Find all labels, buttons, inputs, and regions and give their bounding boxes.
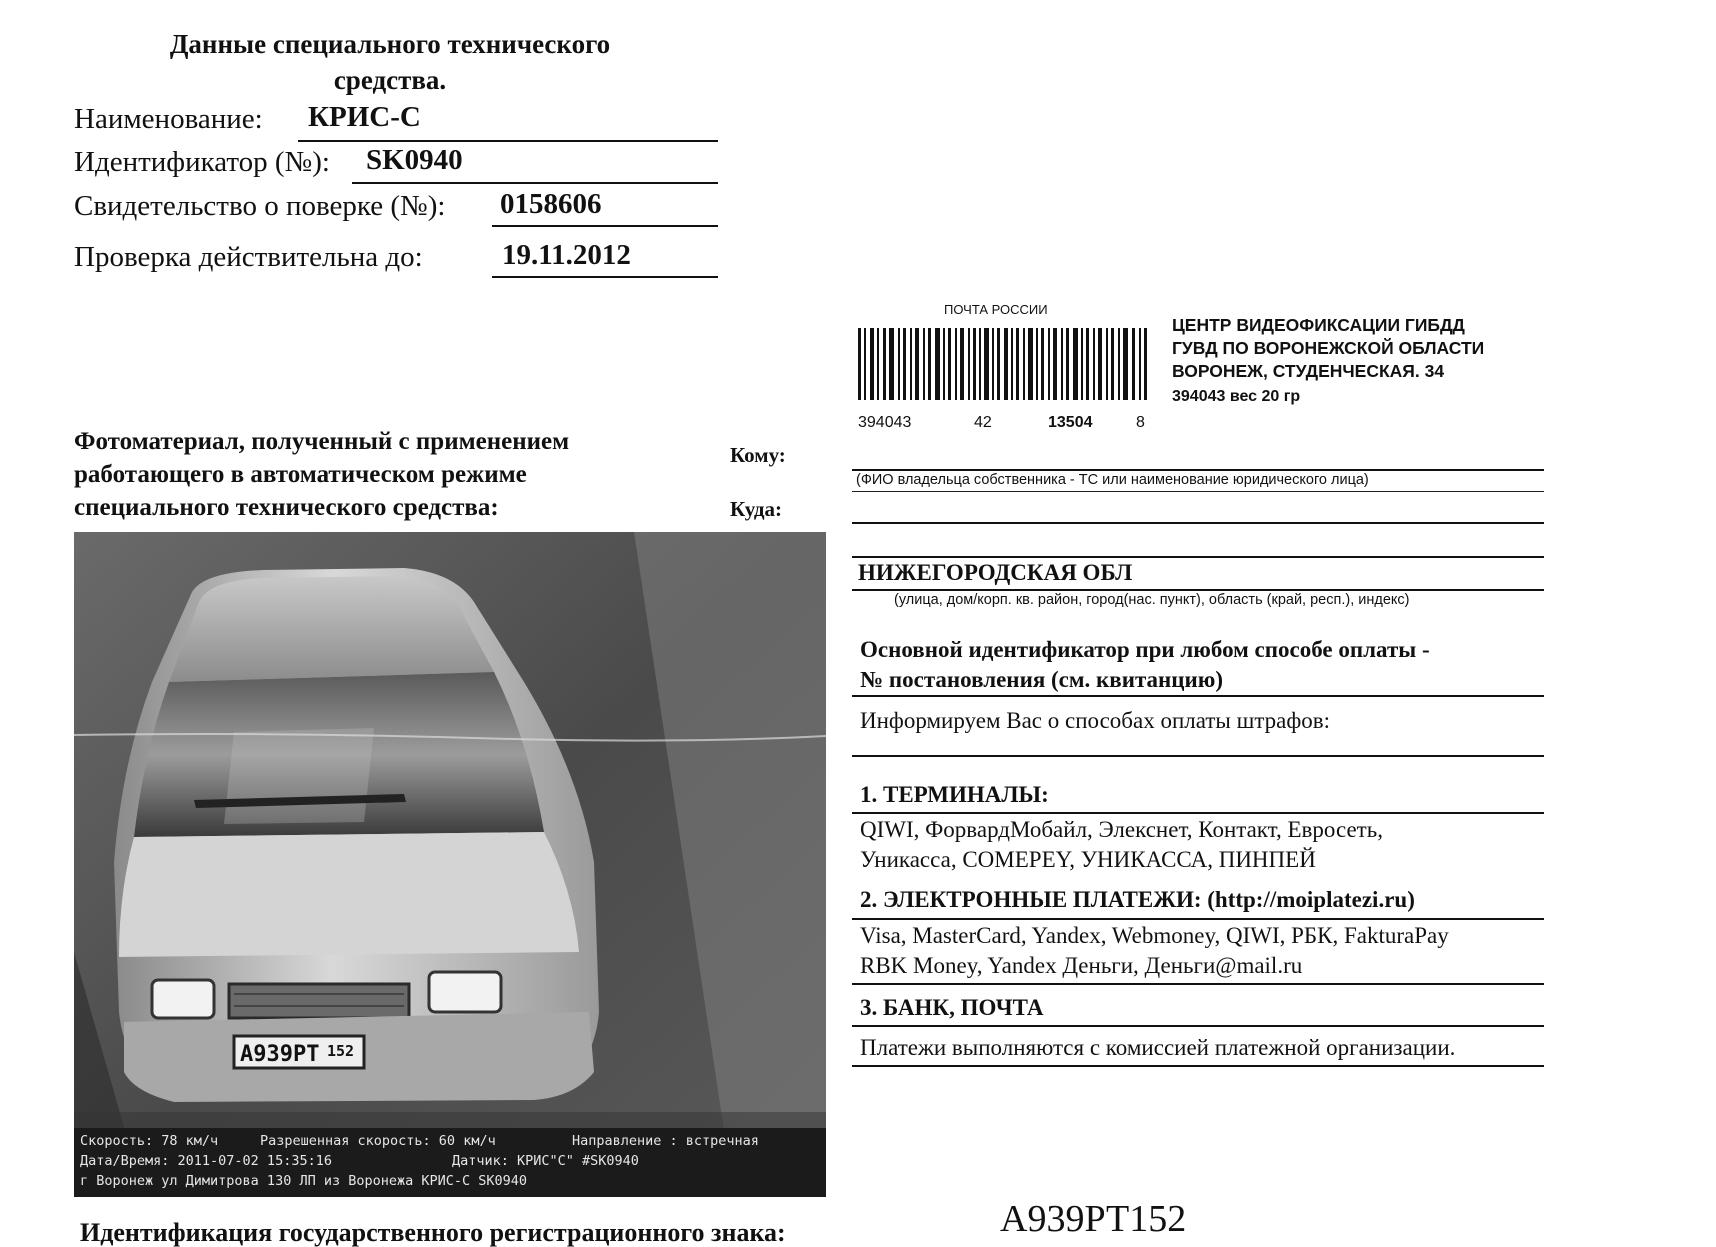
- photo-heading-line2: работающего в автоматическом режиме: [74, 461, 527, 488]
- to-line-2: [852, 491, 1544, 492]
- photo-heading-line3: специального технического средства:: [74, 494, 499, 521]
- electronic-title: 2. ЭЛЕКТРОННЫЕ ПЛАТЕЖИ: (http://moiplatezi.ru): [860, 887, 1415, 912]
- car-image: [74, 532, 826, 1197]
- sender-line2: ГУВД ПО ВОРОНЕЖСКОЙ ОБЛАСТИ: [1172, 338, 1485, 358]
- barcode-num-1: 394043: [858, 414, 912, 431]
- main-id-rule: [852, 695, 1544, 697]
- inform-rule: [852, 755, 1544, 757]
- camera-photo: [74, 532, 826, 1197]
- terminals-rule: [852, 812, 1544, 814]
- caption-sensor: Датчик: КРИС"С" #SK0940: [452, 1153, 639, 1169]
- electronic-rule: [852, 918, 1544, 920]
- plate-id-label: Идентификация государственного регистрационного знака:: [80, 1218, 786, 1247]
- where-label: Куда:: [730, 497, 782, 521]
- electronic-line2: RBK Money, Yandex Деньги, Деньги@mail.ru: [860, 953, 1303, 978]
- caption-location: г Воронеж ул Димитрова 130 ЛП из Воронежа КРИС-С SK0940: [80, 1173, 528, 1189]
- name-underline: [298, 140, 718, 142]
- caption-speed: Скорость: 78 км/ч: [80, 1133, 219, 1149]
- valid-value: 19.11.2012: [502, 239, 631, 271]
- terminals-line2: Уникасса, COMEPEY, УНИКАССА, ПИНПЕЙ: [860, 847, 1316, 872]
- device-heading-line2: средства.: [333, 65, 447, 95]
- main-id-line2: № постановления (см. квитанцию): [860, 667, 1224, 692]
- address-hint: (улица, дом/корп. кв. район, город(нас. пункт), область (край, респ.), индекс): [894, 592, 1410, 608]
- where-line-2: [852, 556, 1544, 558]
- bank-bottom-rule: [852, 1065, 1544, 1067]
- to-line: [852, 469, 1544, 471]
- photo-heading-line1: Фотоматериал, полученный с применением: [74, 428, 570, 455]
- region-value: НИЖЕГОРОДСКАЯ ОБЛ: [858, 560, 1133, 585]
- to-hint: (ФИО владельца собственника - ТС или наименование юридического лица): [856, 472, 1369, 488]
- name-value: КРИС-С: [308, 101, 421, 133]
- electronic-line1: Visa, MasterCard, Yandex, Webmoney, QIWI, РБК, FakturaPay: [860, 923, 1449, 948]
- caption-direction: Направление : встречная: [572, 1133, 759, 1149]
- where-line-1: [852, 522, 1544, 524]
- barcode-num-2: 42: [974, 414, 992, 431]
- device-heading-line1: Данные специального технического: [169, 29, 611, 59]
- barcode-num-4: 8: [1136, 414, 1145, 431]
- photo-plate-region: 152: [327, 1042, 355, 1060]
- to-label: Кому:: [730, 443, 786, 467]
- valid-underline: [492, 276, 718, 278]
- sender-line1: ЦЕНТР ВИДЕОФИКСАЦИИ ГИБДД: [1172, 315, 1465, 335]
- inform-text: Информируем Вас о способах оплаты штрафов:: [860, 708, 1331, 733]
- caption-datetime: Дата/Время: 2011-07-02 15:35:16: [80, 1153, 332, 1169]
- barcode-num-3: 13504: [1048, 414, 1093, 431]
- terminals-line1: QIWI, ФорвардМобайл, Элекснет, Контакт, Евросеть,: [860, 817, 1383, 842]
- sender-line4: 394043 вес 20 гр: [1172, 388, 1301, 405]
- terminals-title: 1. ТЕРМИНАЛЫ:: [860, 782, 1049, 807]
- bank-title: 3. БАНК, ПОЧТА: [860, 995, 1044, 1020]
- cert-label: Свидетельство о поверке (№):: [74, 190, 446, 222]
- bank-line: Платежи выполняются с комиссией платежной организации.: [860, 1035, 1456, 1060]
- region-underline: [852, 589, 1544, 591]
- barcode: [858, 328, 1148, 400]
- main-id-line1: Основной идентификатор при любом способе оплаты -: [860, 637, 1430, 662]
- electronic-bottom-rule: [852, 983, 1544, 985]
- id-label: Идентификатор (№):: [74, 146, 330, 178]
- id-value: SK0940: [366, 144, 463, 176]
- cert-value: 0158606: [500, 188, 602, 220]
- photo-plate-text: А939РТ: [240, 1042, 320, 1067]
- cert-underline: [492, 225, 718, 227]
- caption-allowed-speed: Разрешенная скорость: 60 км/ч: [260, 1133, 496, 1149]
- valid-label: Проверка действительна до:: [74, 241, 423, 273]
- id-underline: [352, 182, 718, 184]
- post-name: ПОЧТА РОССИИ: [944, 302, 1048, 317]
- name-label: Наименование:: [74, 103, 263, 135]
- sender-line3: ВОРОНЕЖ, СТУДЕНЧЕСКАЯ. 34: [1172, 361, 1445, 381]
- plate-id-value: А939РТ152: [1000, 1198, 1187, 1240]
- bank-rule: [852, 1025, 1544, 1027]
